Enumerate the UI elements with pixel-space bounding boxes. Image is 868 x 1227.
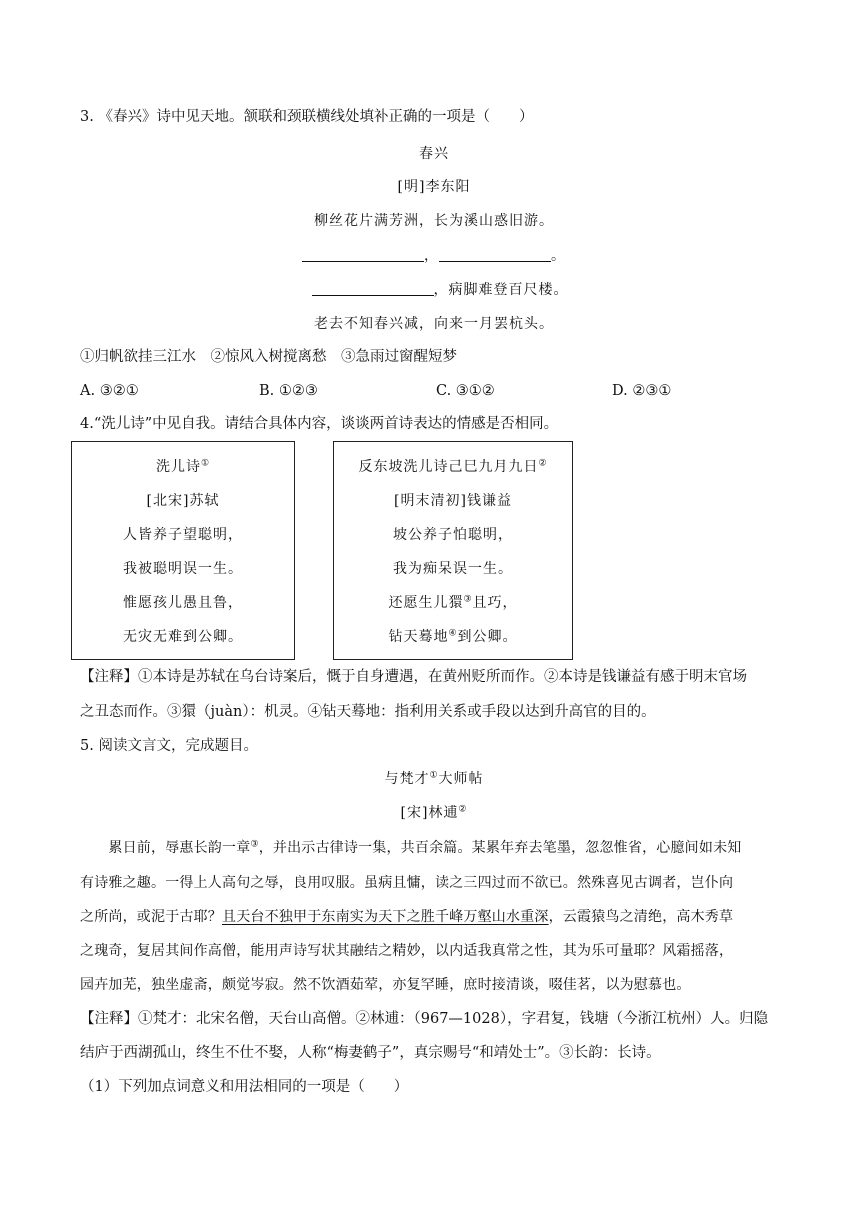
poem-line-3-text: ，病脚难登百尺楼。 xyxy=(433,282,569,298)
answer-blank[interactable] xyxy=(439,247,551,262)
poem-box-line: 我被聪明误一生。 xyxy=(123,561,243,577)
essay-author: [宋]林逋② xyxy=(400,804,468,821)
question-4-stem: 4.“洗儿诗”中见自我。请结合具体内容，谈谈两首诗表达的情感是否相同。 xyxy=(80,416,559,432)
footnote-marker: ③ xyxy=(250,839,259,850)
poem-line-2 xyxy=(0,246,868,266)
poem-box-line: 人皆养子望聪明， xyxy=(123,527,243,543)
note-q5-line-2: 结庐于西湖孤山，终生不仕不娶，人称“梅妻鹤子”，真宗赐号“和靖处士”。③长韵：长诗。 xyxy=(80,1045,661,1061)
poem-line-1: 柳丝花片满芳洲，长为溪山惑旧游。 xyxy=(314,213,554,229)
poem-box-line: 还愿生儿獧③且巧， xyxy=(388,594,518,611)
poem-box-title: 反东坡洗儿诗己巳九月九日② xyxy=(358,458,548,475)
note-q4-line-1: 【注释】①本诗是苏轼在乌台诗案后，慨于自身遭遇，在黄州贬所而作。②本诗是钱谦益有感于明末官场 xyxy=(80,669,747,685)
essay-line: 有诗雅之趣。一得上人高句之辱，良用叹服。虽病且慵，读之三四过而不欲已。然殊喜见古调者，岂仆向 xyxy=(80,875,734,891)
footnote-marker: ① xyxy=(429,770,439,781)
answer-blank[interactable] xyxy=(312,281,434,296)
essay-line: 累日前，辱惠长韵一章③，并出示古律诗一集，共百余篇。某累年弃去笔墨，忽忽惟省，心臆间如未知 xyxy=(80,839,742,856)
poem-line-4: 老去不知春兴减，向来一月罢杭头。 xyxy=(314,316,554,332)
poem-line-3 xyxy=(0,280,868,300)
footnote-marker: ② xyxy=(458,804,468,815)
poem-box-line: 我为痴呆误一生。 xyxy=(393,561,513,577)
option-a[interactable]: A. ③②① xyxy=(80,383,139,399)
essay-line: 之所尚，或泥于古耶？且天台不独甲于东南实为天下之胜千峰万壑山水重深，云霞猿鸟之清绝，高木秀草 xyxy=(80,909,734,925)
poem-box-line: 坡公养子怕聪明， xyxy=(393,527,513,543)
essay-line: 园卉加芜，独坐虚斋，颇觉岑寂。然不饮酒茹荤，亦复罕睡，庶时接清谈，啜佳茗，以为慰慕也。 xyxy=(80,977,691,993)
footnote-marker: ③ xyxy=(463,594,473,605)
question-5-stem: 5. 阅读文言文，完成题目。 xyxy=(80,738,258,754)
answer-blank[interactable] xyxy=(302,247,424,262)
poem-title: 春兴 xyxy=(419,146,449,162)
footnote-marker: ① xyxy=(200,458,211,469)
note-q5-line-1: 【注释】①梵才：北宋名僧，天台山高僧。②林逋：（967—1028），字君复，钱塘（今浙江杭州）人。归隐 xyxy=(80,1011,769,1027)
option-b[interactable]: B. ①②③ xyxy=(259,383,318,399)
poem-box-line: 惟愿孩儿愚且鲁， xyxy=(123,595,243,611)
option-d[interactable]: D. ②③① xyxy=(612,383,672,399)
choices-line: ①归帆欲挂三江水 ②惊风入树搅离愁 ③急雨过窗醒短梦 xyxy=(80,349,457,365)
option-c[interactable]: C. ③①② xyxy=(436,383,495,399)
question-3-stem: 3. 《春兴》诗中见天地。颔联和颈联横线处填补正确的一项是（ ） xyxy=(80,109,534,125)
note-q4-line-2: 之丑态而作。③獧（juàn）：机灵。④钻天蓦地：指利用关系或手段以达到升高官的目的。 xyxy=(80,704,656,720)
underlined-sentence: 且天台不独甲于东南实为天下之胜千峰万壑山水重深 xyxy=(222,909,549,925)
poem-box-author: [北宋]苏轼 xyxy=(146,493,220,509)
poem-period: 。 xyxy=(551,248,566,264)
poem-box-qianqianyi xyxy=(333,441,573,660)
poem-box-line: 钻天蓦地④到公卿。 xyxy=(388,628,518,645)
essay-line: 之瑰奇，复居其间作高僧，能用声诗写状其融结之精妙，以内适我真常之性，其为乐可量耶？风霜摇落， xyxy=(80,943,734,959)
footnote-marker: ④ xyxy=(448,628,458,639)
poem-author: [明]李东阳 xyxy=(397,179,471,195)
poem-box-sushi xyxy=(71,441,295,660)
poem-box-title: 洗儿诗① xyxy=(155,458,211,475)
sub-question-1: （1）下列加点词意义和用法相同的一项是（ ） xyxy=(80,1079,409,1095)
footnote-marker: ② xyxy=(538,458,548,469)
poem-separator: ， xyxy=(424,248,439,264)
poem-box-author: [明末清初]钱谦益 xyxy=(394,493,512,509)
essay-title: 与梵才①大师帖 xyxy=(384,770,484,787)
poem-box-line: 无灾无难到公卿。 xyxy=(123,629,243,645)
